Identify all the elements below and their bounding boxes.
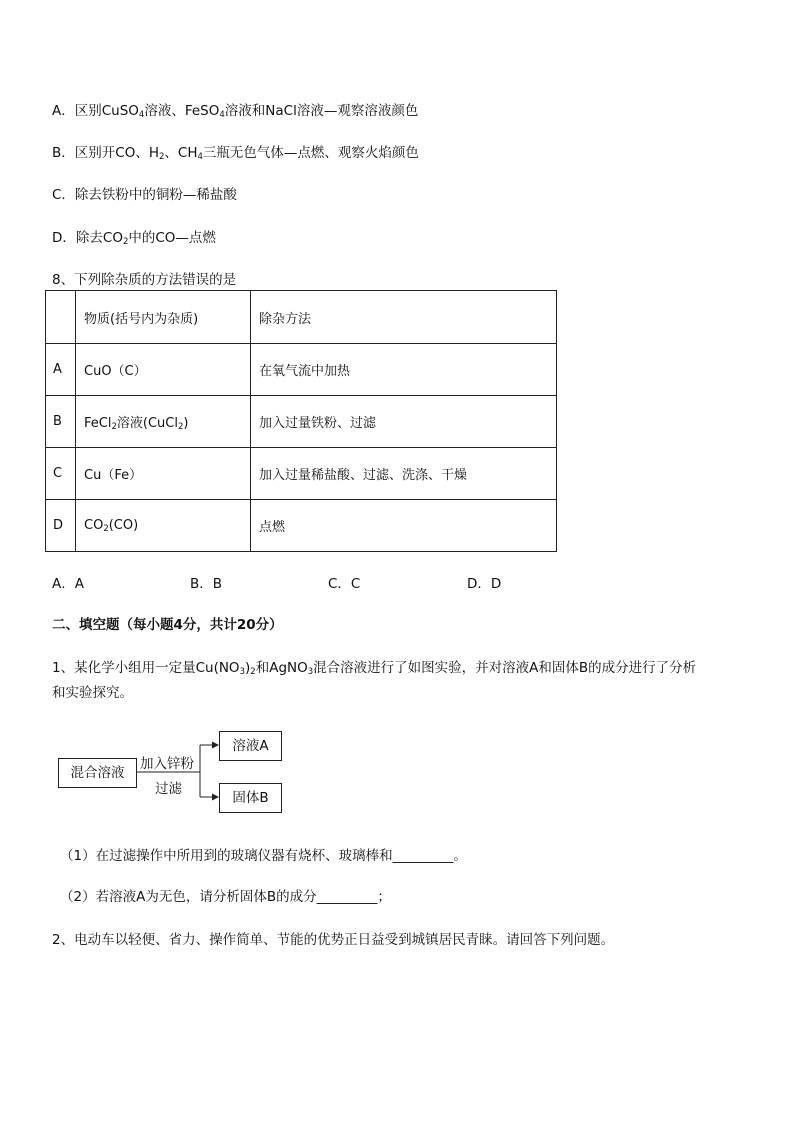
option-b: B．区别开CO、$H_2$、$CH_4$三瓶无色气体—点燃、观察火焰颜色	[52, 145, 419, 162]
section-title: 二、填空题（每小题4分，共计20分）	[52, 617, 283, 633]
flow-solid-b-box: 固体B	[219, 783, 282, 813]
question-1-part-1: （1）在过滤操作中所用到的玻璃仪器有烧杯、玻璃棒和_________。	[60, 848, 467, 864]
question-1-part-2: （2）若溶液A为无色，请分析固体B的成分_________；	[60, 889, 391, 905]
flow-start-box: 混合溶液	[58, 758, 137, 788]
question-8-stem: 8、下列除杂质的方法错误的是	[52, 272, 237, 288]
row-method: 点燃	[251, 500, 557, 552]
question-1-stem: 1、某化学小组用一定量$Cu(NO_3)_2$和AgNO$_3$混合溶液进行了如图实验，并对溶液A和固体B的成分进行了分析	[52, 660, 697, 677]
row-substance: $CO_2(CO)$	[76, 500, 251, 552]
header-substance-cell: 物质(括号内为杂质)	[76, 291, 251, 344]
choice-d[interactable]: D．D	[467, 576, 502, 592]
flow-step-add-zinc: 加入锌粉	[140, 756, 194, 772]
header-method-cell: 除杂方法	[251, 291, 557, 344]
row-label: D	[46, 500, 76, 552]
row-label: B	[46, 396, 76, 448]
row-substance: Cu（Fe）	[76, 448, 251, 500]
row-label: C	[46, 448, 76, 500]
flow-step-filter: 过滤	[155, 781, 182, 797]
row-substance: FeCl$_2$溶液(CuCl$_2$)	[76, 396, 251, 448]
question-2-stem: 2、电动车以轻便、省力、操作简单、节能的优势正日益受到城镇居民青睐。请回答下列问题。	[52, 932, 615, 948]
row-method: 加入过量铁粉、过滤	[251, 396, 557, 448]
option-a: A．区别CuSO$_4$溶液、FeSO$_4$溶液和NaCl溶液—观察溶液颜色	[52, 103, 419, 120]
choice-c[interactable]: C．C	[328, 576, 361, 592]
row-substance: CuO（C）	[76, 344, 251, 396]
row-method: 加入过量稀盐酸、过滤、洗涤、干燥	[251, 448, 557, 500]
choice-a[interactable]: A．A	[52, 576, 84, 592]
row-label: A	[46, 344, 76, 396]
flow-solution-a-box: 溶液A	[219, 731, 282, 761]
option-d: D．除去$CO_2$中的CO—点燃	[52, 230, 216, 247]
option-c: C．除去铁粉中的铜粉—稀盐酸	[52, 187, 237, 203]
question-1-stem-cont: 和实验探究。	[52, 685, 133, 701]
row-method: 在氧气流中加热	[251, 344, 557, 396]
choice-b[interactable]: B．B	[190, 576, 223, 592]
